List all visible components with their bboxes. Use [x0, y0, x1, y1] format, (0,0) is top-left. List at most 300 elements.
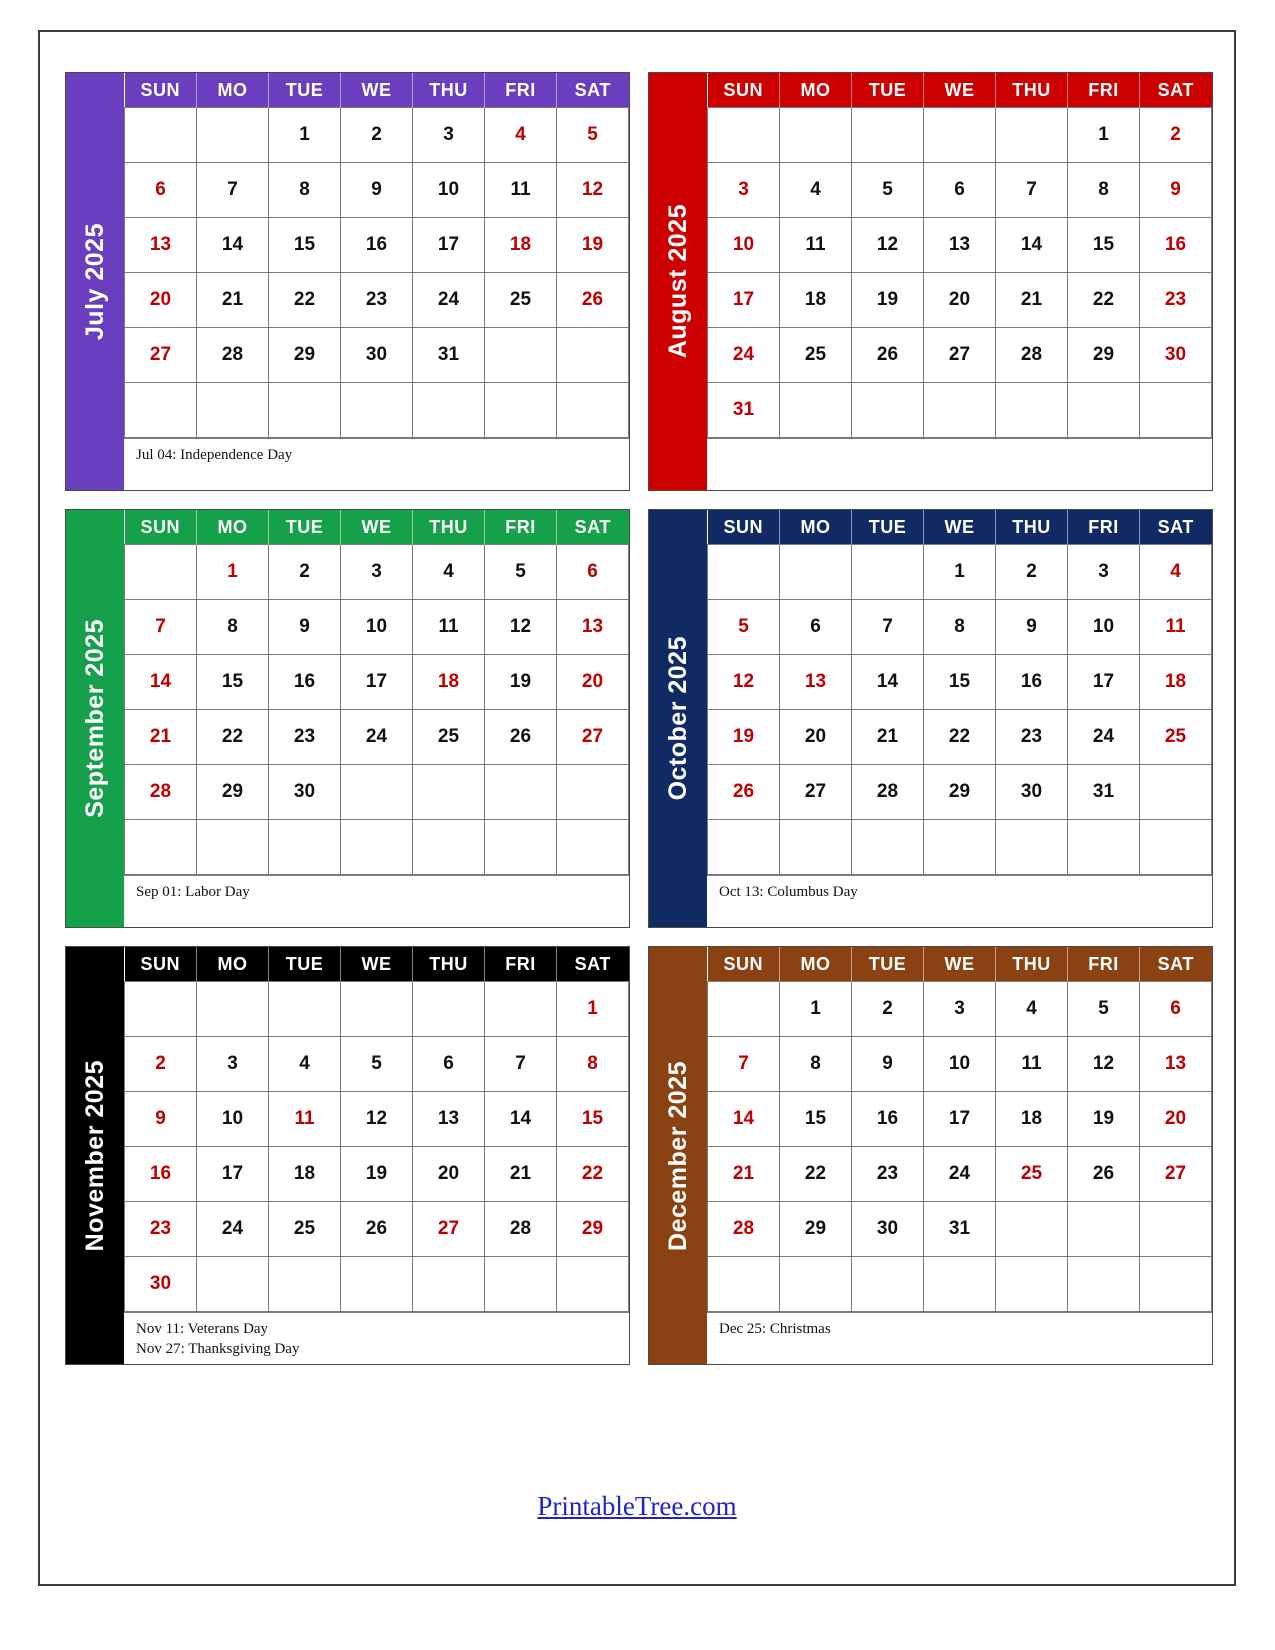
- week-row: [125, 1202, 629, 1257]
- day-cell[interactable]: 25: [780, 328, 852, 383]
- day-cell[interactable]: 15: [269, 218, 341, 273]
- day-cell[interactable]: 21: [197, 273, 269, 328]
- day-cell[interactable]: 5: [341, 1037, 413, 1092]
- empty-cell: [1068, 1257, 1140, 1312]
- empty-cell: [485, 765, 557, 820]
- weekday-header: SUN: [125, 947, 197, 982]
- weekday-header: THU: [996, 510, 1068, 545]
- week-row: [125, 1147, 629, 1202]
- day-cell[interactable]: 31: [1068, 765, 1140, 820]
- day-cell[interactable]: 30: [125, 1257, 197, 1312]
- day-cell[interactable]: 10: [1068, 600, 1140, 655]
- week-row: [125, 982, 629, 1037]
- empty-cell: [780, 383, 852, 438]
- day-cell[interactable]: 16: [1140, 218, 1212, 273]
- day-cell[interactable]: 27: [125, 328, 197, 383]
- day-cell[interactable]: 21: [125, 710, 197, 765]
- day-cell[interactable]: 5: [852, 163, 924, 218]
- day-cell[interactable]: 27: [557, 710, 629, 765]
- day-cell[interactable]: 26: [485, 710, 557, 765]
- day-cell[interactable]: 12: [852, 218, 924, 273]
- day-cell[interactable]: 26: [1068, 1147, 1140, 1202]
- day-cell[interactable]: 18: [485, 218, 557, 273]
- day-cell[interactable]: 19: [708, 710, 780, 765]
- day-cell[interactable]: 3: [1068, 545, 1140, 600]
- day-cell[interactable]: 16: [996, 655, 1068, 710]
- weekday-header: SUN: [708, 947, 780, 982]
- weekday-header: SUN: [708, 73, 780, 108]
- day-cell[interactable]: 29: [1068, 328, 1140, 383]
- empty-cell: [852, 1257, 924, 1312]
- day-cell[interactable]: 27: [413, 1202, 485, 1257]
- empty-cell: [197, 820, 269, 875]
- day-cell[interactable]: 21: [852, 710, 924, 765]
- week-row: [125, 1257, 629, 1312]
- day-cell[interactable]: 26: [557, 273, 629, 328]
- holiday-note: Dec 25: Christmas: [719, 1321, 831, 1337]
- empty-cell: [996, 383, 1068, 438]
- day-cell[interactable]: 8: [780, 1037, 852, 1092]
- weekday-header: THU: [413, 73, 485, 108]
- day-cell[interactable]: 5: [1068, 982, 1140, 1037]
- day-cell[interactable]: 1: [1068, 108, 1140, 163]
- empty-cell: [413, 820, 485, 875]
- day-cell[interactable]: 30: [996, 765, 1068, 820]
- day-cell[interactable]: 7: [197, 163, 269, 218]
- week-row: [708, 1202, 1212, 1257]
- day-cell[interactable]: 28: [996, 328, 1068, 383]
- weekday-header: WE: [341, 73, 413, 108]
- day-cell[interactable]: 14: [125, 655, 197, 710]
- month-title-text: November 2025: [80, 1059, 109, 1252]
- weekday-header: THU: [996, 947, 1068, 982]
- day-cell[interactable]: 15: [557, 1092, 629, 1147]
- day-cell[interactable]: 30: [1140, 328, 1212, 383]
- weekday-header: WE: [924, 947, 996, 982]
- day-cell[interactable]: 29: [780, 1202, 852, 1257]
- day-cell[interactable]: 30: [852, 1202, 924, 1257]
- weekday-header-row: [125, 73, 629, 108]
- day-cell[interactable]: 17: [708, 273, 780, 328]
- day-cell[interactable]: 28: [852, 765, 924, 820]
- empty-cell: [852, 383, 924, 438]
- weekday-header: TUE: [269, 73, 341, 108]
- day-cell[interactable]: 4: [413, 545, 485, 600]
- empty-cell: [341, 982, 413, 1037]
- day-cell[interactable]: 29: [557, 1202, 629, 1257]
- holiday-note: Nov 27: Thanksgiving Day: [136, 1341, 300, 1358]
- day-cell[interactable]: 25: [413, 710, 485, 765]
- day-cell[interactable]: 15: [924, 655, 996, 710]
- weekday-header: MO: [780, 947, 852, 982]
- day-cell[interactable]: 29: [269, 328, 341, 383]
- weekday-header: FRI: [1068, 510, 1140, 545]
- day-cell[interactable]: 1: [557, 982, 629, 1037]
- day-cell[interactable]: 4: [485, 108, 557, 163]
- day-cell[interactable]: 23: [1140, 273, 1212, 328]
- day-cell[interactable]: 12: [557, 163, 629, 218]
- empty-cell: [485, 820, 557, 875]
- day-cell[interactable]: 10: [708, 218, 780, 273]
- day-cell[interactable]: 26: [852, 328, 924, 383]
- day-cell[interactable]: 2: [125, 1037, 197, 1092]
- day-cell[interactable]: 16: [852, 1092, 924, 1147]
- weekday-header: MO: [780, 73, 852, 108]
- holiday-notes: [124, 875, 629, 927]
- month-body: [707, 510, 1212, 927]
- month-title: [66, 947, 124, 1364]
- day-cell[interactable]: 21: [708, 1147, 780, 1202]
- empty-cell: [557, 383, 629, 438]
- empty-cell: [1140, 1257, 1212, 1312]
- weekday-header: FRI: [485, 947, 557, 982]
- day-cell[interactable]: 29: [197, 765, 269, 820]
- day-cell[interactable]: 9: [341, 163, 413, 218]
- week-row: [708, 163, 1212, 218]
- week-row: [708, 1257, 1212, 1312]
- day-cell[interactable]: 3: [413, 108, 485, 163]
- empty-cell: [708, 1257, 780, 1312]
- empty-cell: [852, 545, 924, 600]
- day-cell[interactable]: 11: [780, 218, 852, 273]
- day-cell[interactable]: 7: [852, 600, 924, 655]
- empty-cell: [557, 765, 629, 820]
- day-cell[interactable]: 6: [780, 600, 852, 655]
- day-cell[interactable]: 19: [852, 273, 924, 328]
- empty-cell: [1068, 383, 1140, 438]
- day-cell[interactable]: 8: [269, 163, 341, 218]
- day-cell[interactable]: 25: [996, 1147, 1068, 1202]
- week-row: [125, 273, 629, 328]
- day-cell[interactable]: 2: [996, 545, 1068, 600]
- day-cell[interactable]: 3: [708, 163, 780, 218]
- day-cell[interactable]: 12: [1068, 1037, 1140, 1092]
- weekday-header: MO: [197, 947, 269, 982]
- weekday-header-row: [125, 947, 629, 982]
- day-cell[interactable]: 26: [708, 765, 780, 820]
- day-cell[interactable]: 24: [708, 328, 780, 383]
- weekday-header: MO: [197, 73, 269, 108]
- empty-cell: [485, 383, 557, 438]
- week-row: [708, 328, 1212, 383]
- day-cell[interactable]: 17: [341, 655, 413, 710]
- day-cell[interactable]: 6: [125, 163, 197, 218]
- month-title: [66, 510, 124, 927]
- day-cell[interactable]: 23: [341, 273, 413, 328]
- week-row: [708, 383, 1212, 438]
- empty-cell: [413, 982, 485, 1037]
- weekday-header: THU: [413, 510, 485, 545]
- empty-cell: [269, 982, 341, 1037]
- day-cell[interactable]: 3: [197, 1037, 269, 1092]
- weekday-header: THU: [413, 947, 485, 982]
- empty-cell: [341, 1257, 413, 1312]
- day-cell[interactable]: 15: [1068, 218, 1140, 273]
- day-cell[interactable]: 17: [1068, 655, 1140, 710]
- day-cell[interactable]: 19: [485, 655, 557, 710]
- empty-cell: [557, 1257, 629, 1312]
- day-cell[interactable]: 14: [485, 1092, 557, 1147]
- day-cell[interactable]: 20: [557, 655, 629, 710]
- day-cell[interactable]: 3: [341, 545, 413, 600]
- day-cell[interactable]: 13: [413, 1092, 485, 1147]
- empty-cell: [197, 383, 269, 438]
- day-cell[interactable]: 12: [341, 1092, 413, 1147]
- week-row: [708, 982, 1212, 1037]
- weekday-header: TUE: [269, 947, 341, 982]
- week-row: [708, 1147, 1212, 1202]
- weekday-header: SUN: [125, 510, 197, 545]
- week-row: [708, 655, 1212, 710]
- day-cell[interactable]: 29: [924, 765, 996, 820]
- month-table: [124, 947, 629, 1312]
- day-cell[interactable]: 19: [341, 1147, 413, 1202]
- weekday-header-row: [708, 510, 1212, 545]
- day-cell[interactable]: 4: [269, 1037, 341, 1092]
- weekday-header: WE: [924, 73, 996, 108]
- day-cell[interactable]: 7: [485, 1037, 557, 1092]
- day-cell[interactable]: 24: [341, 710, 413, 765]
- day-cell[interactable]: 11: [485, 163, 557, 218]
- day-cell[interactable]: 22: [1068, 273, 1140, 328]
- empty-cell: [485, 1257, 557, 1312]
- day-cell[interactable]: 14: [708, 1092, 780, 1147]
- day-cell[interactable]: 28: [708, 1202, 780, 1257]
- week-row: [125, 655, 629, 710]
- day-cell[interactable]: 22: [780, 1147, 852, 1202]
- day-cell[interactable]: 8: [197, 600, 269, 655]
- day-cell[interactable]: 13: [557, 600, 629, 655]
- day-cell[interactable]: 10: [197, 1092, 269, 1147]
- day-cell[interactable]: 14: [852, 655, 924, 710]
- day-cell[interactable]: 18: [996, 1092, 1068, 1147]
- month-body: [707, 947, 1212, 1364]
- months-grid: [65, 72, 1213, 1365]
- day-cell[interactable]: 25: [1140, 710, 1212, 765]
- day-cell[interactable]: 24: [413, 273, 485, 328]
- day-cell[interactable]: 5: [557, 108, 629, 163]
- day-cell[interactable]: 16: [125, 1147, 197, 1202]
- day-cell[interactable]: 1: [924, 545, 996, 600]
- day-cell[interactable]: 8: [1068, 163, 1140, 218]
- day-cell[interactable]: 13: [125, 218, 197, 273]
- day-cell[interactable]: 24: [197, 1202, 269, 1257]
- day-cell[interactable]: 1: [780, 982, 852, 1037]
- empty-cell: [125, 545, 197, 600]
- day-cell[interactable]: 16: [269, 655, 341, 710]
- day-cell[interactable]: 6: [924, 163, 996, 218]
- day-cell[interactable]: 19: [557, 218, 629, 273]
- empty-cell: [413, 1257, 485, 1312]
- empty-cell: [924, 1257, 996, 1312]
- day-cell[interactable]: 16: [341, 218, 413, 273]
- day-cell[interactable]: 6: [413, 1037, 485, 1092]
- day-cell[interactable]: 9: [852, 1037, 924, 1092]
- day-cell[interactable]: 9: [1140, 163, 1212, 218]
- weekday-header: FRI: [485, 510, 557, 545]
- empty-cell: [269, 383, 341, 438]
- day-cell[interactable]: 18: [413, 655, 485, 710]
- week-row: [125, 820, 629, 875]
- month-block: [648, 72, 1213, 491]
- day-cell[interactable]: 23: [852, 1147, 924, 1202]
- day-cell[interactable]: 31: [708, 383, 780, 438]
- day-cell[interactable]: 25: [485, 273, 557, 328]
- day-cell[interactable]: 11: [996, 1037, 1068, 1092]
- day-cell[interactable]: 6: [557, 545, 629, 600]
- weekday-header: FRI: [1068, 947, 1140, 982]
- printabletree-link[interactable]: PrintableTree.com: [537, 1491, 737, 1521]
- day-cell[interactable]: 10: [924, 1037, 996, 1092]
- empty-cell: [341, 765, 413, 820]
- empty-cell: [269, 1257, 341, 1312]
- weekday-header: FRI: [485, 73, 557, 108]
- day-cell[interactable]: 28: [197, 328, 269, 383]
- day-cell[interactable]: 9: [269, 600, 341, 655]
- day-cell[interactable]: 2: [852, 982, 924, 1037]
- day-cell[interactable]: 11: [1140, 600, 1212, 655]
- day-cell[interactable]: 5: [708, 600, 780, 655]
- weekday-header: SAT: [1140, 947, 1212, 982]
- holiday-notes: [707, 1312, 1212, 1364]
- empty-cell: [269, 820, 341, 875]
- day-cell[interactable]: 4: [780, 163, 852, 218]
- day-cell[interactable]: 30: [341, 328, 413, 383]
- day-cell[interactable]: 18: [780, 273, 852, 328]
- day-cell[interactable]: 31: [924, 1202, 996, 1257]
- weekday-header: SAT: [557, 510, 629, 545]
- day-cell[interactable]: 1: [269, 108, 341, 163]
- day-cell[interactable]: 20: [780, 710, 852, 765]
- day-cell[interactable]: 12: [485, 600, 557, 655]
- holiday-note: Jul 04: Independence Day: [136, 447, 293, 463]
- day-cell[interactable]: 17: [924, 1092, 996, 1147]
- day-cell[interactable]: 12: [708, 655, 780, 710]
- weekday-header: SAT: [1140, 510, 1212, 545]
- empty-cell: [708, 820, 780, 875]
- day-cell[interactable]: 20: [413, 1147, 485, 1202]
- day-cell[interactable]: 20: [125, 273, 197, 328]
- day-cell[interactable]: 23: [125, 1202, 197, 1257]
- day-cell[interactable]: 22: [557, 1147, 629, 1202]
- day-cell[interactable]: 11: [413, 600, 485, 655]
- day-cell[interactable]: 7: [708, 1037, 780, 1092]
- day-cell[interactable]: 8: [924, 600, 996, 655]
- day-cell[interactable]: 20: [1140, 1092, 1212, 1147]
- month-block: [648, 509, 1213, 928]
- day-cell[interactable]: 6: [1140, 982, 1212, 1037]
- day-cell[interactable]: 31: [413, 328, 485, 383]
- week-row: [708, 273, 1212, 328]
- weekday-header: MO: [780, 510, 852, 545]
- day-cell[interactable]: 15: [197, 655, 269, 710]
- day-cell[interactable]: 2: [269, 545, 341, 600]
- empty-cell: [197, 982, 269, 1037]
- month-body: [124, 73, 629, 490]
- day-cell[interactable]: 4: [1140, 545, 1212, 600]
- day-cell[interactable]: 21: [485, 1147, 557, 1202]
- month-block: [65, 946, 630, 1365]
- day-cell[interactable]: 17: [197, 1147, 269, 1202]
- day-cell[interactable]: 13: [924, 218, 996, 273]
- day-cell[interactable]: 13: [1140, 1037, 1212, 1092]
- week-row: [125, 383, 629, 438]
- day-cell[interactable]: 5: [485, 545, 557, 600]
- day-cell[interactable]: 27: [780, 765, 852, 820]
- day-cell[interactable]: 25: [269, 1202, 341, 1257]
- weekday-header: MO: [197, 510, 269, 545]
- week-row: [708, 710, 1212, 765]
- day-cell[interactable]: 9: [996, 600, 1068, 655]
- day-cell[interactable]: 27: [1140, 1147, 1212, 1202]
- empty-cell: [708, 545, 780, 600]
- day-cell[interactable]: 10: [341, 600, 413, 655]
- holiday-notes: [707, 438, 1212, 490]
- day-cell[interactable]: 9: [125, 1092, 197, 1147]
- day-cell[interactable]: 2: [341, 108, 413, 163]
- day-cell[interactable]: 26: [341, 1202, 413, 1257]
- empty-cell: [852, 820, 924, 875]
- weekday-header: TUE: [852, 947, 924, 982]
- day-cell[interactable]: 17: [413, 218, 485, 273]
- day-cell[interactable]: 10: [413, 163, 485, 218]
- day-cell[interactable]: 7: [996, 163, 1068, 218]
- day-cell[interactable]: 22: [197, 710, 269, 765]
- day-cell[interactable]: 22: [269, 273, 341, 328]
- day-cell[interactable]: 18: [1140, 655, 1212, 710]
- day-cell[interactable]: 28: [485, 1202, 557, 1257]
- day-cell[interactable]: 24: [924, 1147, 996, 1202]
- day-cell[interactable]: 18: [269, 1147, 341, 1202]
- day-cell[interactable]: 7: [125, 600, 197, 655]
- month-title-text: October 2025: [663, 636, 692, 801]
- day-cell[interactable]: 11: [269, 1092, 341, 1147]
- week-row: [708, 1037, 1212, 1092]
- month-title: [649, 947, 707, 1364]
- weekday-header: SUN: [708, 510, 780, 545]
- day-cell[interactable]: 21: [996, 273, 1068, 328]
- day-cell[interactable]: 4: [996, 982, 1068, 1037]
- day-cell[interactable]: 20: [924, 273, 996, 328]
- empty-cell: [125, 108, 197, 163]
- week-row: [125, 218, 629, 273]
- day-cell[interactable]: 15: [780, 1092, 852, 1147]
- empty-cell: [413, 765, 485, 820]
- day-cell[interactable]: 23: [269, 710, 341, 765]
- day-cell[interactable]: 28: [125, 765, 197, 820]
- day-cell[interactable]: 3: [924, 982, 996, 1037]
- day-cell[interactable]: 24: [1068, 710, 1140, 765]
- day-cell[interactable]: 2: [1140, 108, 1212, 163]
- day-cell[interactable]: 19: [1068, 1092, 1140, 1147]
- weekday-header: TUE: [852, 510, 924, 545]
- day-cell[interactable]: 1: [197, 545, 269, 600]
- empty-cell: [924, 383, 996, 438]
- holiday-notes: [707, 875, 1212, 927]
- day-cell[interactable]: 13: [780, 655, 852, 710]
- day-cell[interactable]: 27: [924, 328, 996, 383]
- day-cell[interactable]: 14: [197, 218, 269, 273]
- empty-cell: [485, 328, 557, 383]
- day-cell[interactable]: 14: [996, 218, 1068, 273]
- day-cell[interactable]: 30: [269, 765, 341, 820]
- empty-cell: [557, 328, 629, 383]
- week-row: [708, 600, 1212, 655]
- weekday-header-row: [708, 73, 1212, 108]
- day-cell[interactable]: 23: [996, 710, 1068, 765]
- day-cell[interactable]: 22: [924, 710, 996, 765]
- day-cell[interactable]: 8: [557, 1037, 629, 1092]
